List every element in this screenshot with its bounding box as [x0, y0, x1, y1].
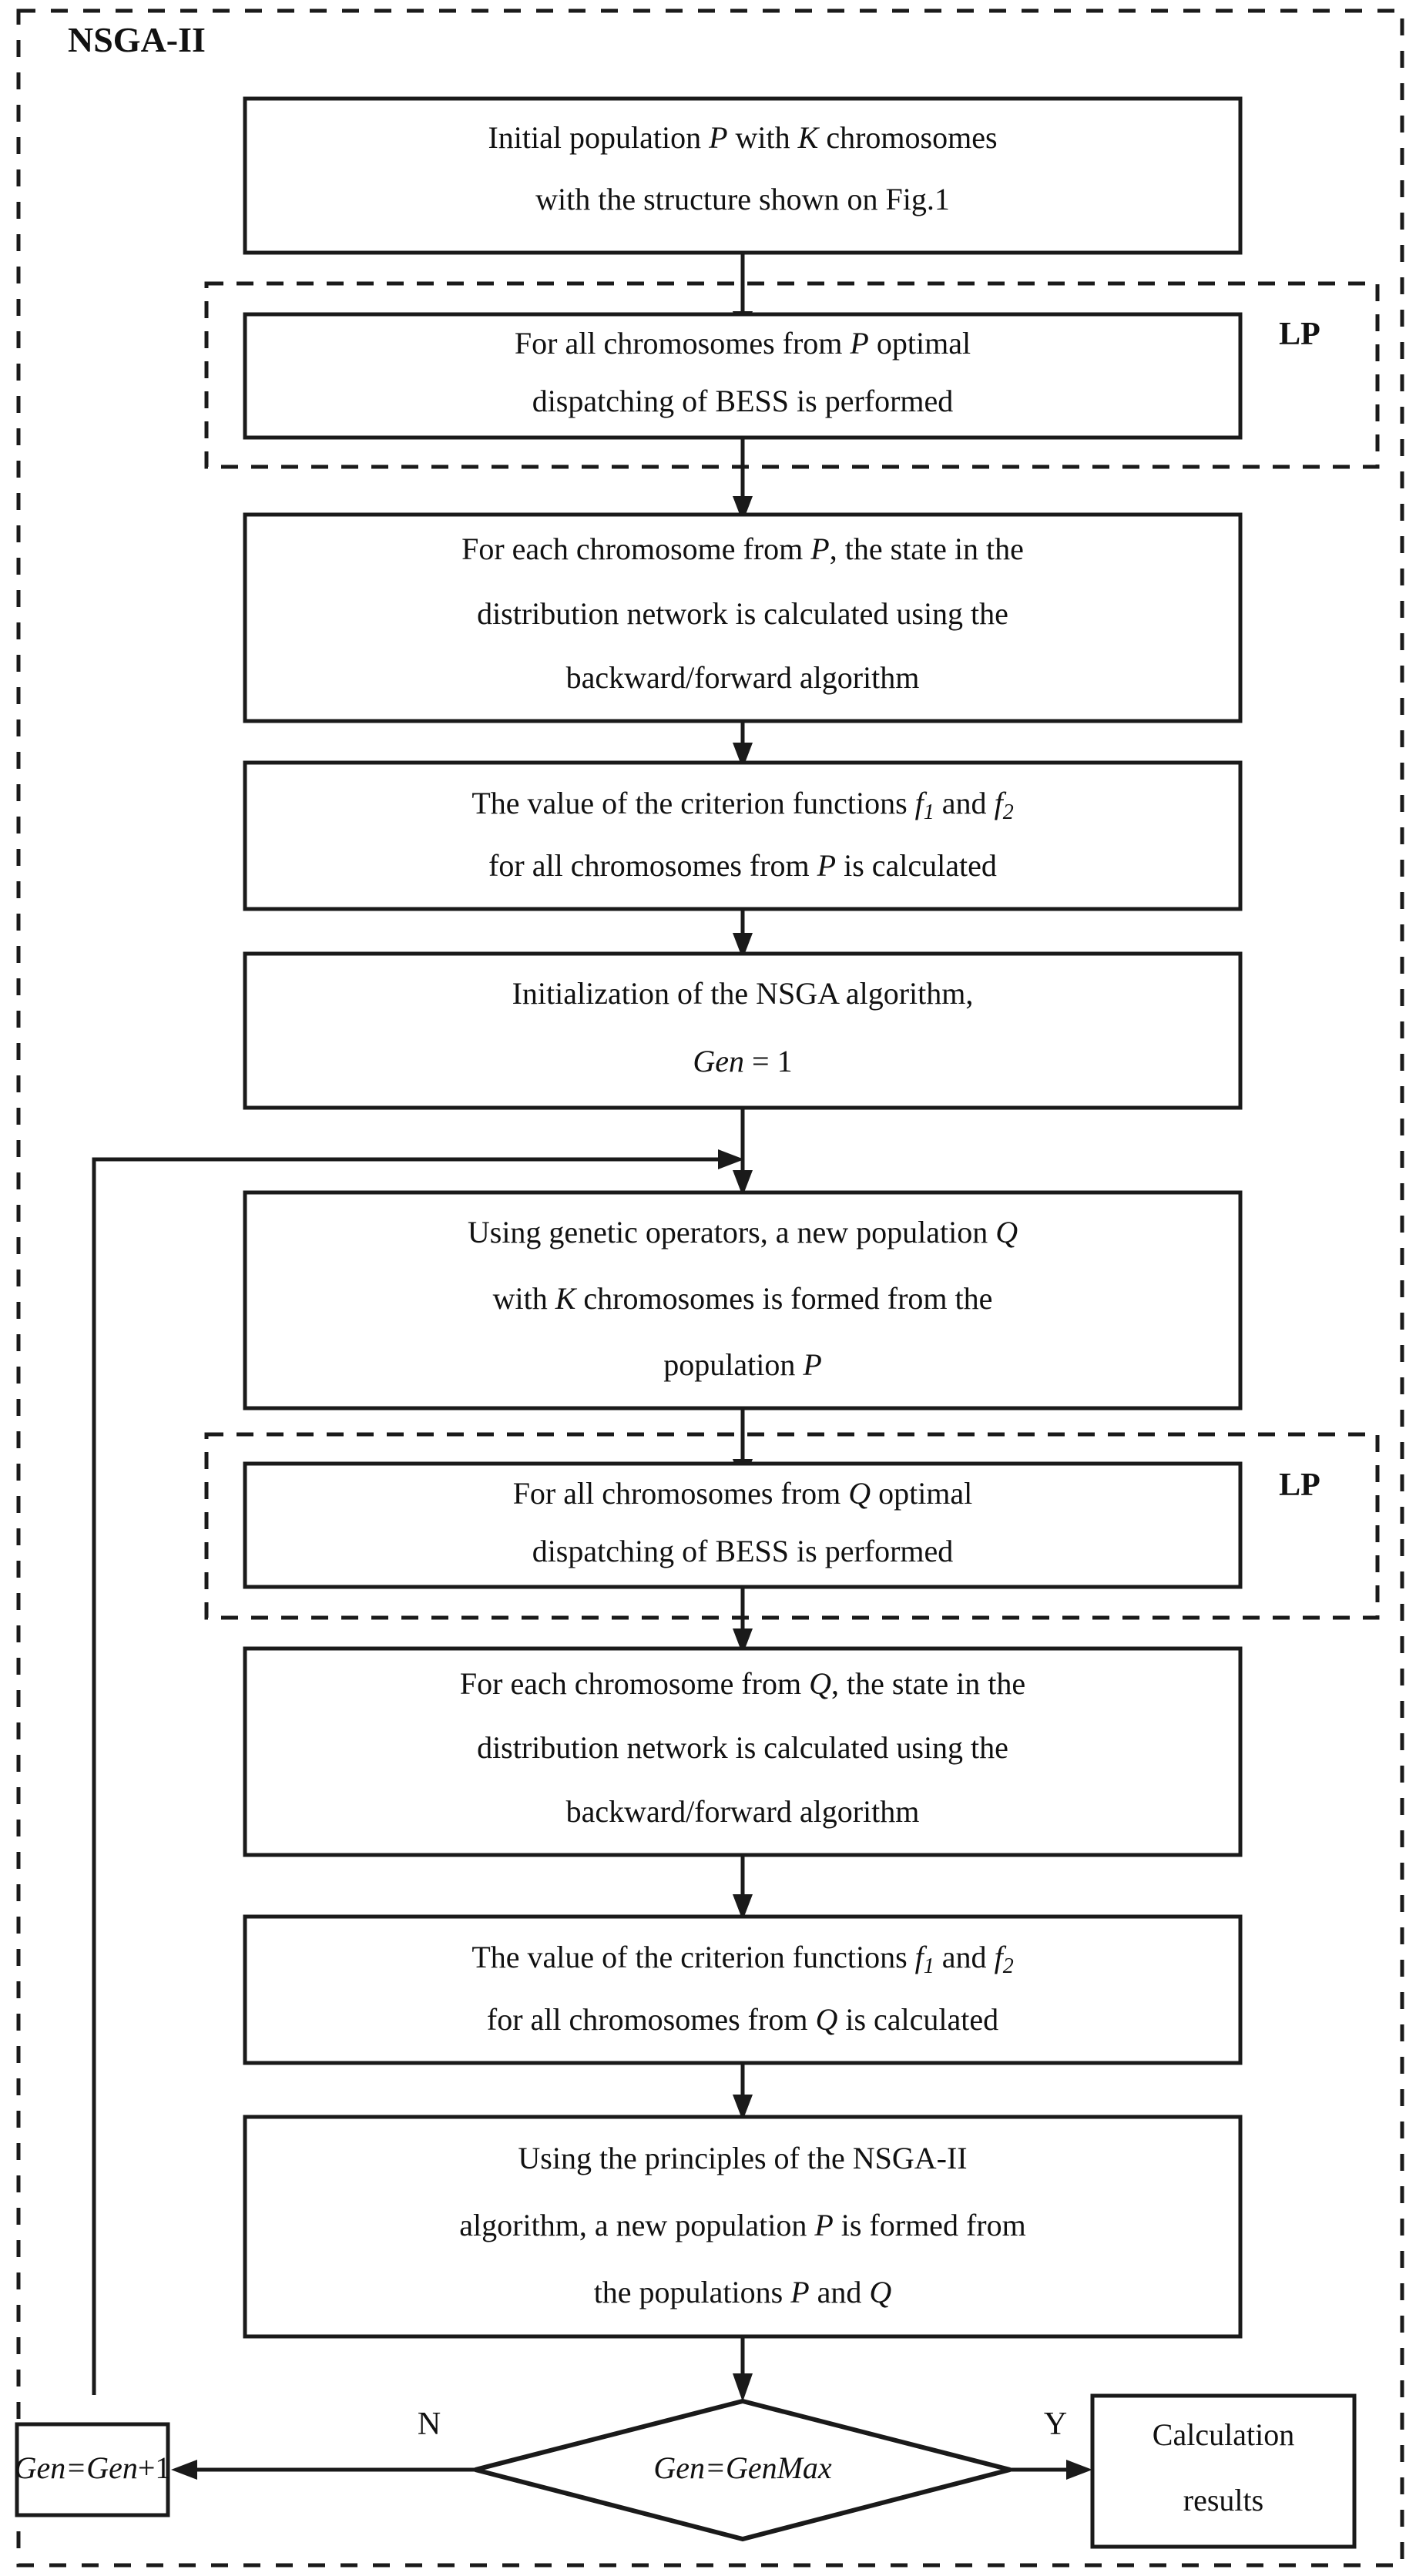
svg-text:Using genetic operators, a new: Using genetic operators, a new population Q — [467, 1215, 1018, 1250]
node-state-calc-p — [245, 515, 1240, 721]
connector-lp-q-to-state-q — [733, 1587, 753, 1655]
svg-text:with K chromosomes is formed f: with K chromosomes is formed from the — [492, 1281, 993, 1317]
svg-text:backward/forward algorithm: backward/forward algorithm — [565, 1794, 920, 1830]
node-nsga-init — [245, 954, 1240, 1108]
connector-lp-p-to-state-p — [733, 438, 753, 522]
svg-text:Calculation: Calculation — [1152, 2417, 1295, 2453]
node-init-population — [245, 99, 1240, 253]
svg-text:For all chromosomes from P opt: For all chromosomes from P optimal — [514, 326, 971, 361]
svg-text:The value of the criterion fun: The value of the criterion functions $f_1$ and $f_2$ — [471, 1940, 1014, 1979]
svg-text:for all chromosomes from Q is: for all chromosomes from Q is calculated — [486, 2002, 999, 2038]
node-criterion-p — [245, 763, 1240, 909]
svg-text:For each chromosome from P, th: For each chromosome from P, the state in the — [461, 532, 1024, 567]
svg-text:distribution network is calcul: distribution network is calculated using the — [477, 1730, 1008, 1766]
svg-text:The value of the criterion fun: The value of the criterion functions $f_1$ and $f_2$ — [471, 786, 1014, 825]
connector-state-q-to-criterion-q — [733, 1855, 753, 1920]
node-gen-increment — [15, 2424, 171, 2515]
svg-text:Using the principles of the NS: Using the principles of the NSGA-II — [518, 2141, 968, 2176]
svg-text:dispatching of BESS is perform: dispatching of BESS is performed — [532, 384, 954, 419]
node-lp-dispatch-p — [245, 314, 1240, 438]
node-gen-check-text: Gen=GenMax — [653, 2450, 832, 2486]
svg-text:Gen = 1: Gen = 1 — [693, 1044, 793, 1079]
svg-text:distribution network is calcul: distribution network is calculated using the — [477, 596, 1008, 632]
connector-decision-no — [171, 2407, 475, 2480]
node-criterion-q — [245, 1917, 1240, 2063]
connector-criterion-q-to-new-population — [733, 2063, 753, 2121]
svg-text:with the structure shown on Fi: with the structure shown on Fig.1 — [535, 182, 950, 217]
svg-text:dispatching of BESS is perform: dispatching of BESS is performed — [532, 1534, 954, 1569]
svg-text:Initial population P with K ch: Initial population P with K chromosomes — [488, 120, 998, 156]
node-state-calc-q — [245, 1649, 1240, 1855]
svg-text:For all chromosomes from Q opt: For all chromosomes from Q optimal — [512, 1476, 973, 1511]
lp-group-top-label: LP — [1279, 317, 1320, 352]
node-lp-dispatch-q — [245, 1464, 1240, 1587]
connector-new-population-to-decision — [733, 2336, 753, 2402]
svg-text:population P: population P — [663, 1347, 822, 1383]
edge-label-yes: Y — [1043, 2407, 1068, 2442]
edge-label-no: N — [417, 2407, 441, 2442]
lp-group-bottom-label: LP — [1279, 1467, 1320, 1503]
svg-text:algorithm, a new population P: algorithm, a new population P is formed from — [459, 2208, 1026, 2243]
svg-text:the populations P and Q: the populations P and Q — [593, 2275, 892, 2310]
node-gen-check — [475, 2401, 1010, 2539]
svg-text:for all chromosomes from P is: for all chromosomes from P is calculated — [488, 848, 997, 884]
connector-decision-yes — [1010, 2407, 1092, 2480]
svg-text:results: results — [1183, 2483, 1264, 2518]
page-title: NSGA-II — [68, 20, 206, 59]
svg-text:backward/forward algorithm: backward/forward algorithm — [565, 660, 920, 696]
svg-text:For each chromosome from Q, th: For each chromosome from Q, the state in the — [459, 1666, 1026, 1702]
svg-text:Gen=Gen+1: Gen=Gen+1 — [14, 2450, 171, 2486]
connector-criterion-p-to-nsga-init — [733, 909, 753, 959]
node-calculation-results — [1092, 2396, 1354, 2547]
node-new-population-p — [245, 2117, 1240, 2336]
svg-text:Initialization of the NSGA alg: Initialization of the NSGA algorithm, — [512, 976, 974, 1011]
node-genetic-operators — [245, 1192, 1240, 1408]
connector-nsga-init-to-genetic-operators — [733, 1108, 753, 1196]
